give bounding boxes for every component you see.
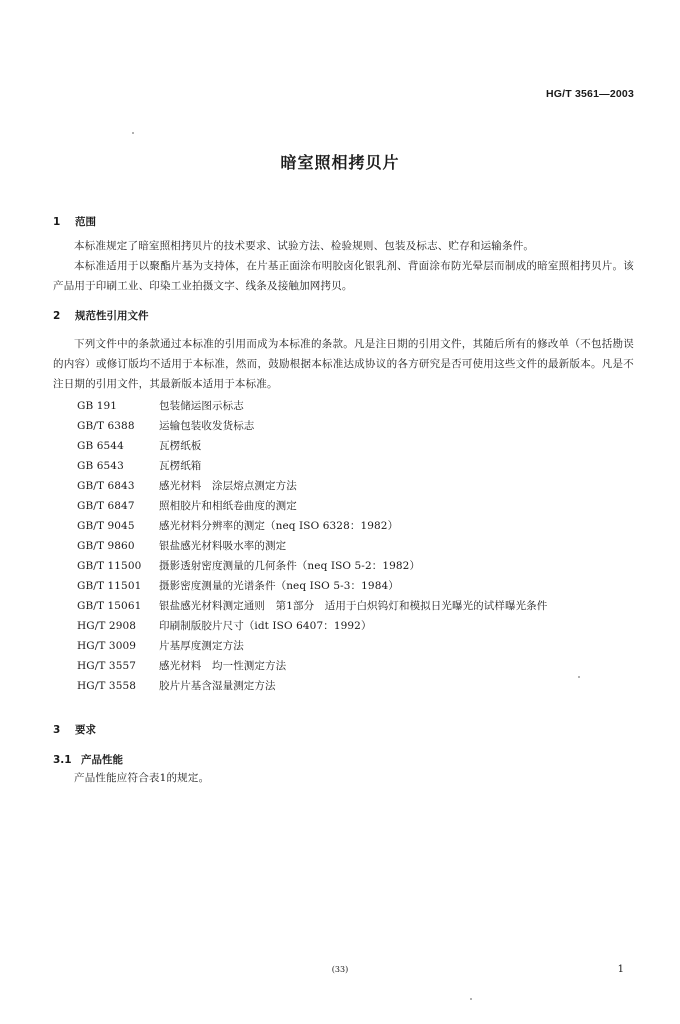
reference-item [77,556,637,576]
requirements-paragraph: 产品性能应符合表1的规定。 [74,772,210,784]
reference-title: 摄影密度测量的光谱条件（neq ISO 5-3：1984） [159,580,399,592]
reference-code: HG/T 2908 [77,620,137,632]
reference-title: 银盐感光材料测定通则 第1部分 适用于白炽钨灯和模拟日光曝光的试样曝光条件 [159,600,548,612]
section-number: 3 [53,724,61,736]
reference-title: 感光材料 涂层熔点测定方法 [159,480,297,492]
section-heading-scope [53,214,96,229]
reference-title: 感光材料分辨率的测定（neq ISO 6328：1982） [159,520,399,532]
reference-code: GB/T 6843 [77,480,135,492]
section-heading-requirements [53,722,96,737]
reference-item [77,516,637,536]
reference-item [77,436,637,456]
scan-speck [578,676,580,678]
scope-paragraph-2: 本标准适用于以聚酯片基为支持体，在片基正面涂布明胶卤化银乳剂、背面涂布防光晕层而制成的暗室照相拷贝片。该产品用于印刷工业、印染工业拍摄文字、线条及接触加网拷贝。 [53,260,634,292]
reference-code: GB/T 11501 [77,580,142,592]
reference-list [77,396,637,696]
reference-code: HG/T 3557 [77,660,137,672]
section-title: 范围 [75,216,96,228]
reference-code: GB 191 [77,400,118,412]
reference-code: GB/T 11500 [77,560,142,572]
reference-code: GB/T 9045 [77,520,135,532]
reference-item [77,496,637,516]
section-title: 规范性引用文件 [75,310,149,322]
reference-item [77,676,637,696]
scope-paragraph-1: 本标准规定了暗室照相拷贝片的技术要求、试验方法、检验规则、包装及标志、贮存和运输条件。 [74,240,535,252]
section-number: 3.1 [53,754,72,766]
section-heading-normative-references [53,308,149,323]
reference-code: GB/T 6388 [77,420,135,432]
footer-page-ref: (33) [331,965,349,974]
reference-code: HG/T 3009 [77,640,137,652]
reference-item [77,636,637,656]
reference-code: GB 6543 [77,460,124,472]
references-intro-paragraph: 下列文件中的条款通过本标准的引用而成为本标准的条款。凡是注日期的引用文件，其随后所有的修改单（不包括勘误的内容）或修订版均不适用于本标准，然而，鼓励根据本标准达成协议的各方研究是否可使用这些文件的最新版本。凡是不注日期的引用文件，其最新版本适用于本标准。 [53,338,634,390]
reference-item [77,536,637,556]
section-title: 产品性能 [81,754,123,766]
reference-item [77,416,637,436]
reference-code: GB/T 15061 [77,600,142,612]
reference-title: 银盐感光材料吸水率的测定 [159,540,287,552]
reference-item [77,656,637,676]
reference-title: 运输包装收发货标志 [159,420,255,432]
reference-title: 胶片片基含湿量测定方法 [159,680,276,692]
reference-title: 片基厚度测定方法 [159,640,244,652]
reference-item [77,476,637,496]
page-title: 暗室照相拷贝片 [280,153,400,172]
reference-code: GB/T 6847 [77,500,135,512]
reference-item [77,456,637,476]
section-number: 1 [53,216,61,228]
reference-title: 印刷制版胶片尺寸（idt ISO 6407：1992） [159,620,372,632]
subsection-heading-product-performance [53,752,123,767]
standard-code: HG/T 3561—2003 [545,88,634,100]
reference-title: 感光材料 均一性测定方法 [159,660,287,672]
scan-speck [132,132,134,134]
reference-code: GB/T 9860 [77,540,135,552]
reference-title: 包装储运图示标志 [159,400,244,412]
page-number: 1 [617,964,624,975]
reference-title: 照相胶片和相纸卷曲度的测定 [159,500,297,512]
reference-item [77,616,637,636]
section-title: 要求 [75,724,96,736]
reference-title: 瓦楞纸箱 [159,460,202,472]
reference-item [77,396,637,416]
reference-item [77,596,637,616]
reference-code: GB 6544 [77,440,124,452]
reference-title: 摄影透射密度测量的几何条件（neq ISO 5-2：1982） [159,560,421,572]
reference-title: 瓦楞纸板 [159,440,202,452]
reference-item [77,576,637,596]
scan-speck [470,998,472,1000]
reference-code: HG/T 3558 [77,680,137,692]
section-number: 2 [53,310,61,322]
